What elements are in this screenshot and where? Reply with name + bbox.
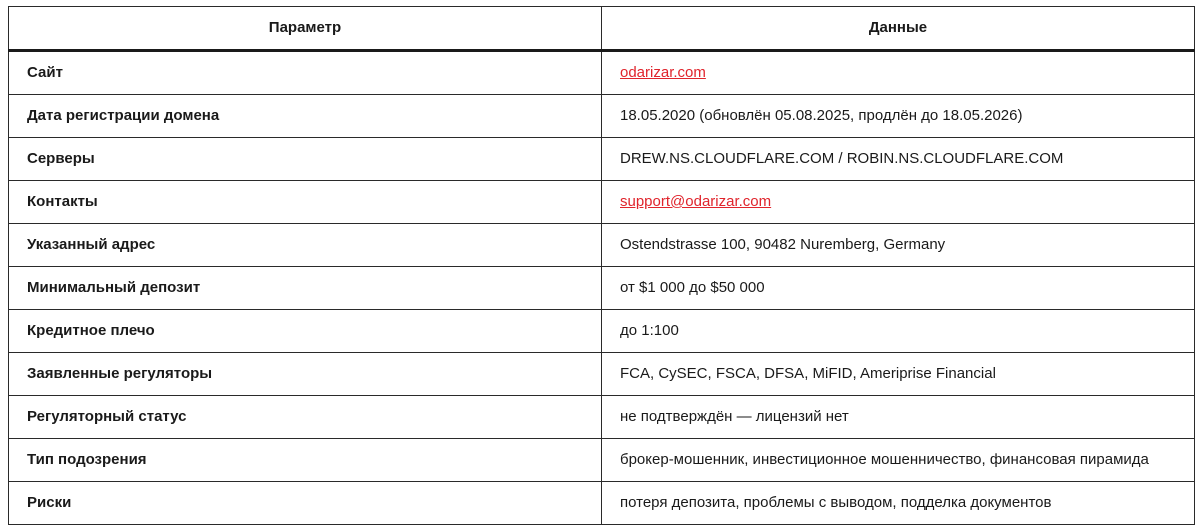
header-param: Параметр (9, 7, 602, 51)
table-row (9, 267, 1195, 310)
row-value-leverage: до 1:100 (602, 310, 1195, 353)
row-value-registration: 18.05.2020 (обновлён 05.08.2025, продлён до 18.05.2026) (602, 95, 1195, 138)
row-value-regulators: FCA, CySEC, FSCA, DFSA, MiFID, Ameriprise Financial (602, 353, 1195, 396)
table-row (9, 95, 1195, 138)
row-value-servers: DREW.NS.CLOUDFLARE.COM / ROBIN.NS.CLOUDFLARE.COM (602, 138, 1195, 181)
site-link[interactable]: odarizar.com (620, 64, 706, 81)
row-label-suspicion-type: Тип подозрения (9, 439, 602, 482)
table-row (9, 224, 1195, 267)
table-row (9, 138, 1195, 181)
table-row (9, 396, 1195, 439)
row-value-address: Ostendstrasse 100, 90482 Nuremberg, Germany (602, 224, 1195, 267)
email-link[interactable]: support@odarizar.com (620, 193, 772, 210)
info-table (8, 6, 1195, 525)
row-label-site: Сайт (9, 51, 602, 95)
info-table-container (8, 6, 1194, 525)
row-label-contacts: Контакты (9, 181, 602, 224)
row-label-regulatory-status: Регуляторный статус (9, 396, 602, 439)
table-row (9, 181, 1195, 224)
table-row (9, 310, 1195, 353)
table-row (9, 482, 1195, 525)
row-value-contacts (602, 181, 1195, 224)
table-body (9, 51, 1195, 525)
row-label-address: Указанный адрес (9, 224, 602, 267)
row-label-leverage: Кредитное плечо (9, 310, 602, 353)
row-label-servers: Серверы (9, 138, 602, 181)
table-row (9, 439, 1195, 482)
header-row (9, 7, 1195, 51)
row-label-risks: Риски (9, 482, 602, 525)
table-row (9, 51, 1195, 95)
row-value-risks: потеря депозита, проблемы с выводом, подделка документов (602, 482, 1195, 525)
row-value-site (602, 51, 1195, 95)
row-label-registration: Дата регистрации домена (9, 95, 602, 138)
row-value-regulatory-status: не подтверждён — лицензий нет (602, 396, 1195, 439)
row-value-suspicion-type: брокер-мошенник, инвестиционное мошенничество, финансовая пирамида (602, 439, 1195, 482)
table-row (9, 353, 1195, 396)
header-data: Данные (602, 7, 1195, 51)
row-label-min-deposit: Минимальный депозит (9, 267, 602, 310)
row-value-min-deposit: от $1 000 до $50 000 (602, 267, 1195, 310)
row-label-regulators: Заявленные регуляторы (9, 353, 602, 396)
table-header (9, 7, 1195, 51)
